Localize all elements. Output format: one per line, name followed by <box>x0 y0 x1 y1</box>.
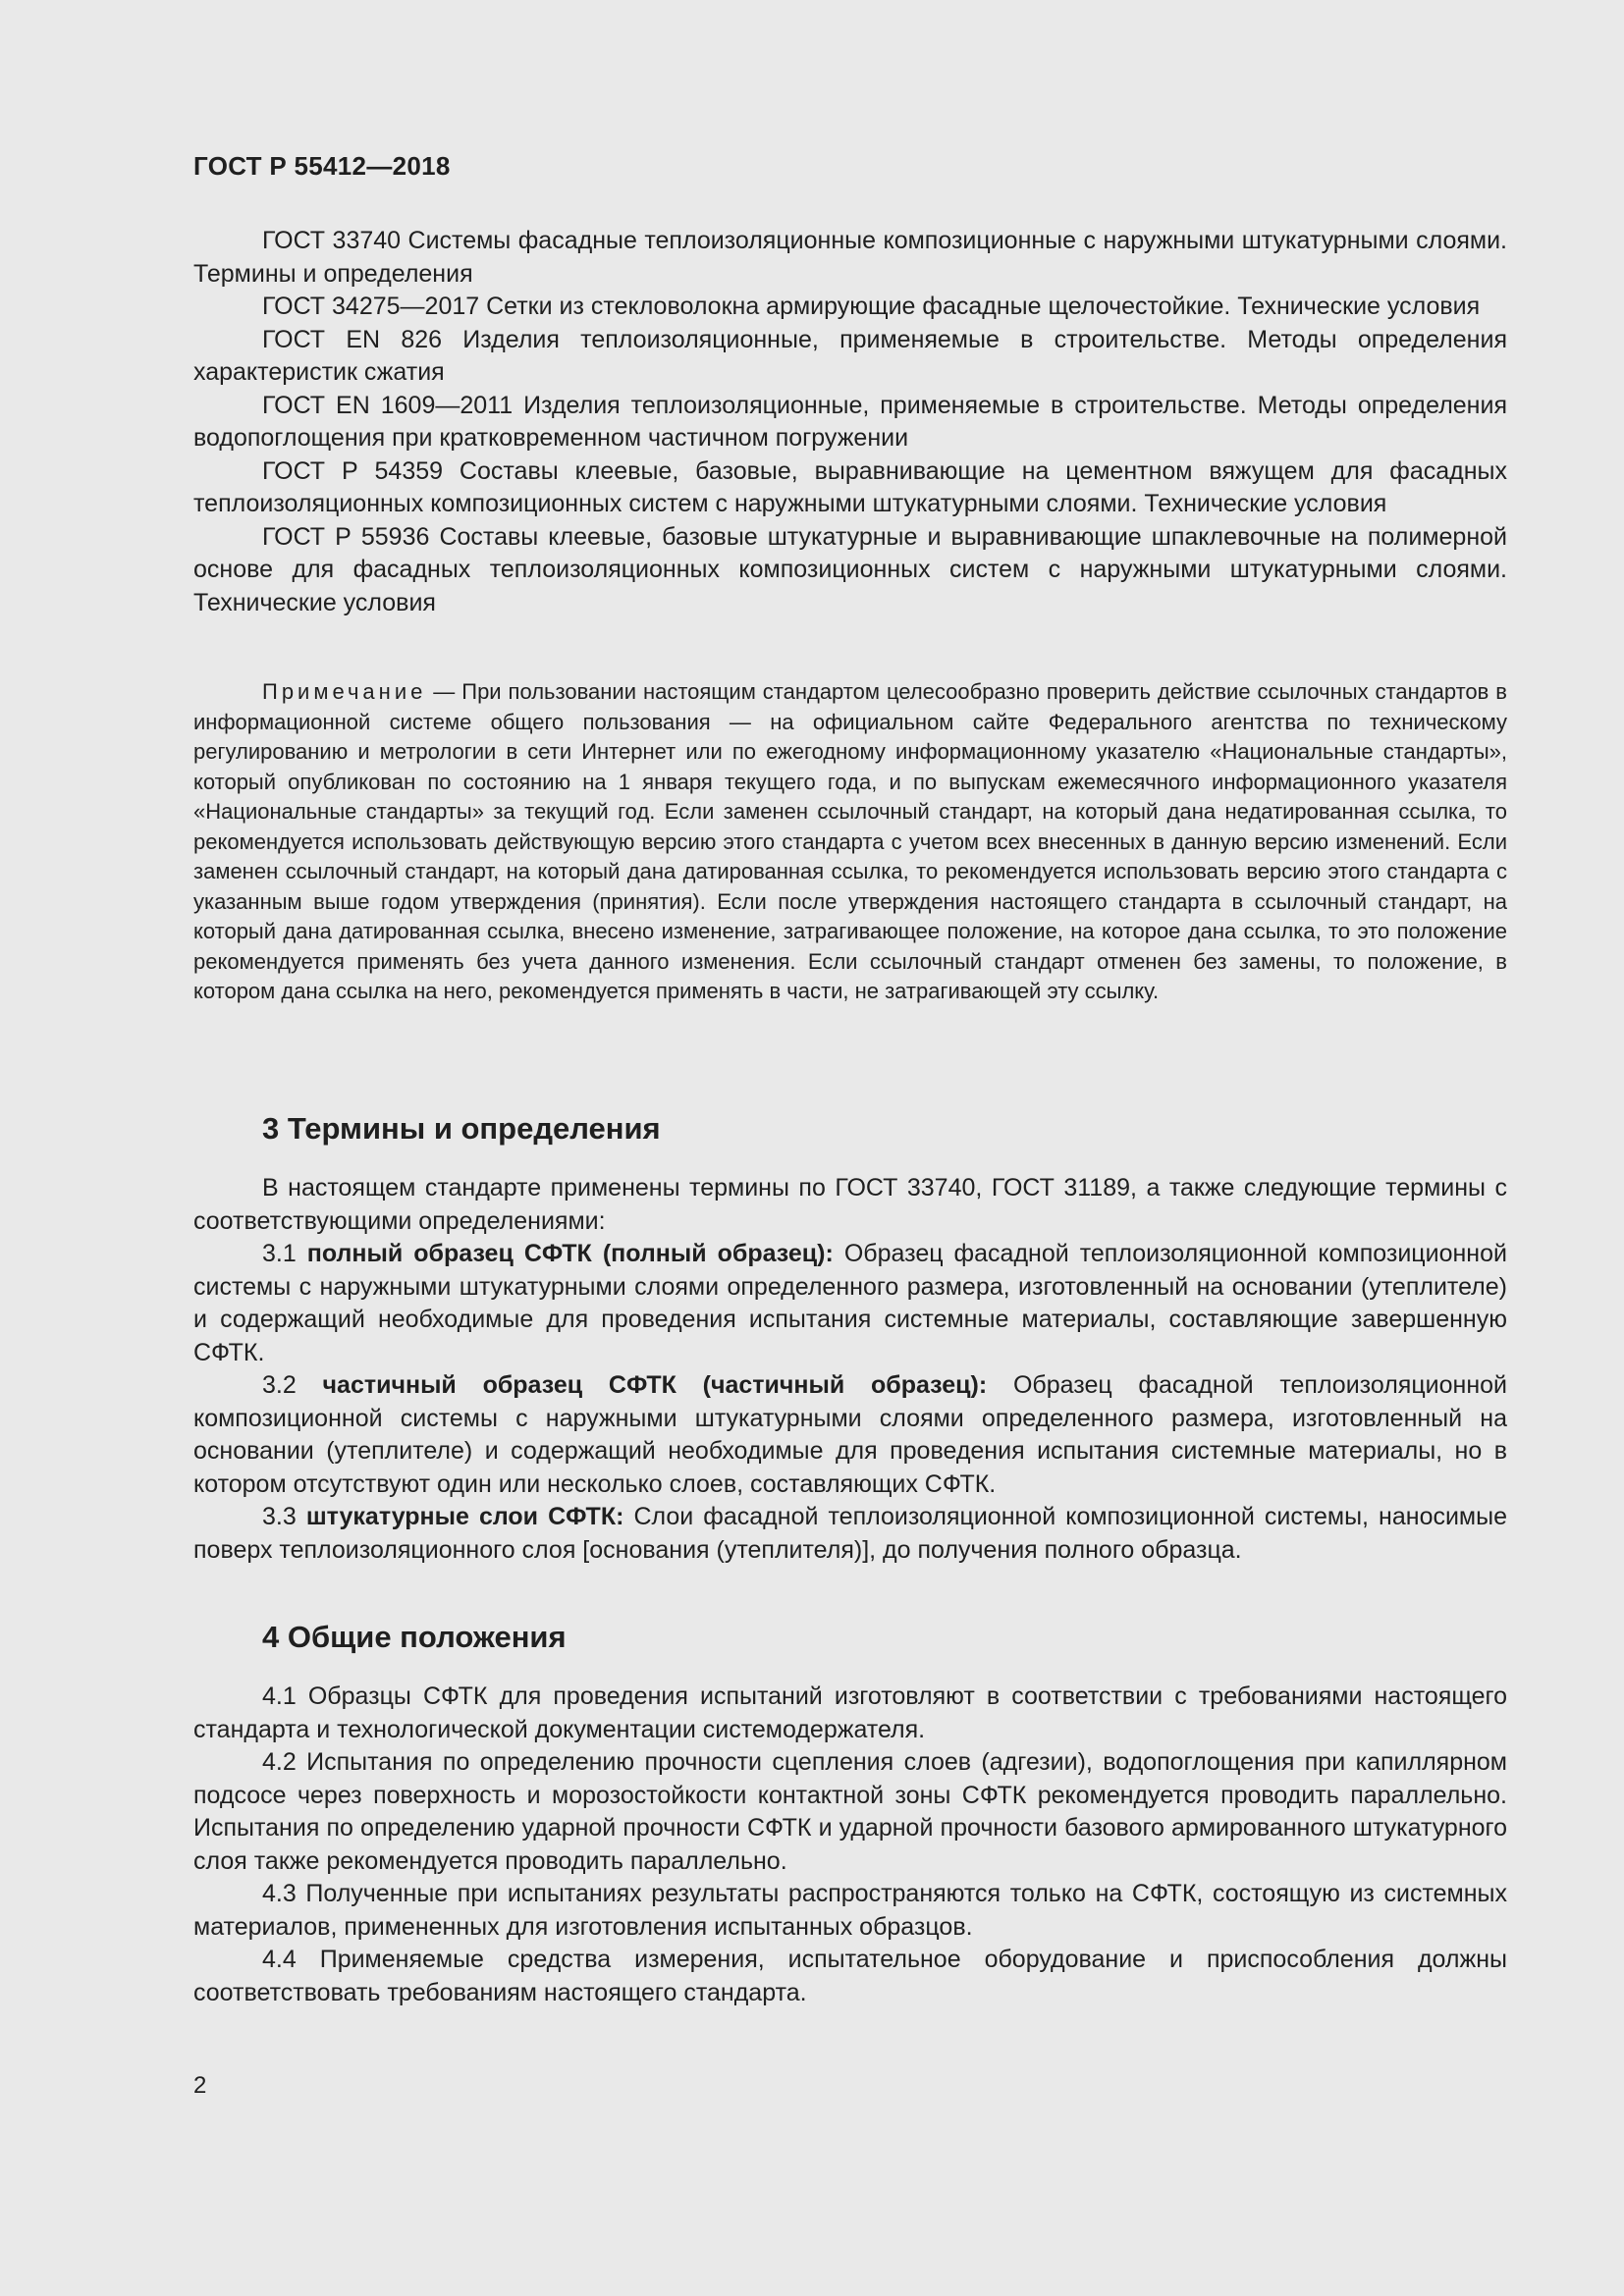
document-header: ГОСТ Р 55412—2018 <box>193 151 451 181</box>
section-heading-general: 4 Общие положения <box>262 1620 567 1654</box>
terms-intro: В настоящем стандарте применены термины по ГОСТ 33740, ГОСТ 31189, а также следующие термины с соответствующими определениями: <box>193 1174 1507 1235</box>
clause-paragraph: 4.2 Испытания по определению прочности сцепления слоев (адгезии), водопоглощения при капиллярном подсосе через поверхность и морозостойкости контактной зоны СФТК рекомендуется проводить параллельно. Испытания по определению ударной прочности СФТК и ударной прочности базового армированного штукатурного слоя также рекомендуется проводить параллельно. <box>193 1748 1507 1875</box>
clause-paragraph: 4.3 Полученные при испытаниях результаты распространяются только на СФТК, состоящую из системных материалов, примененных для изготовления испытанных образцов. <box>193 1880 1507 1941</box>
note-block <box>193 677 1507 1007</box>
section-general <box>193 1616 1507 2009</box>
note-text: — При пользовании настоящим стандартом целесообразно проверить действие ссылочных стандартов в информационной системе общего пользования — на официальном сайте Федерального агентства по техническому регулированию и метрологии в сети Интернет или по ежегодному информационному указателю «Национальные стандарты», который опубликован по состоянию на 1 января текущего года, и по выпускам ежемесячного информационного указателя «Национальные стандарты» за текущий год. Если заменен ссылочный стандарт, на который дана недатированная ссылка, то рекомендуется использовать действующую версию этого стандарта с учетом всех внесенных в данную версию изменений. Если заменен ссылочный стандарт, на который дана датированная ссылка, то рекомендуется использовать версию этого стандарта с указанным выше годом утверждения (принятия). Если после утверждения настоящего стандарта в ссылочный стандарт, на который дана датированная ссылка, внесено изменение, затрагивающее положение, на которое дана ссылка, то это положение рекомендуется применять без учета данного изменения. Если ссылочный стандарт отменен без замены, то положение, в котором дана ссылка на него, рекомендуется применять в части, не затрагивающей эту ссылку. <box>193 679 1507 1003</box>
clause-paragraph: 4.1 Образцы СФТК для проведения испытаний изготовляют в соответствии с требованиями настоящего стандарта и технологической документации системодержателя. <box>193 1682 1507 1743</box>
section-terms <box>193 1107 1507 1567</box>
term-definition <box>193 1501 1507 1567</box>
section-terms-body <box>193 1172 1507 1567</box>
section-general-body <box>193 1681 1507 2009</box>
page-number: 2 <box>193 2072 207 2099</box>
term-name: частичный образец СФТК (частичный образец): <box>322 1371 988 1399</box>
term-number: 3.1 <box>262 1240 307 1267</box>
reference-item: ГОСТ 33740 Системы фасадные теплоизоляционные композиционные с наружными штукатурными слоями. Термины и определения <box>193 227 1507 288</box>
term-number: 3.2 <box>262 1371 323 1399</box>
section-heading-terms: 3 Термины и определения <box>262 1111 661 1146</box>
note-label: Примечание <box>262 679 427 704</box>
reference-item: ГОСТ Р 55936 Составы клеевые, базовые штукатурные и выравнивающие шпаклевочные на полимерной основе для фасадных теплоизоляционных композиционных систем с наружными штукатурными слоями. Технические условия <box>193 522 1507 616</box>
normative-references <box>193 225 1507 619</box>
clause-paragraph: 4.4 Применяемые средства измерения, испытательное оборудование и приспособления должны соответствовать требованиям настоящего стандарта. <box>193 1946 1507 2006</box>
term-definition <box>193 1238 1507 1369</box>
term-text: Слои фасадной теплоизоляционной композиционной системы, наносимые поверх теплоизоляционного слоя [основания (утеплителя)], до получения полного образца. <box>193 1503 1507 1564</box>
term-text: Образец фасадной теплоизоляционной композиционной системы с наружными штукатурными слоями определенного размера, изготовленный на основании (утеплителе) и содержащий необходимые для проведения испытания системные материалы, но в котором отсутствуют один или несколько слоев, составляющих СФТК. <box>193 1371 1508 1498</box>
term-number: 3.3 <box>262 1503 306 1530</box>
reference-item: ГОСТ EN 1609—2011 Изделия теплоизоляционные, применяемые в строительстве. Методы определения водопоглощения при кратковременном частичном погружении <box>193 391 1507 452</box>
reference-item: ГОСТ EN 826 Изделия теплоизоляционные, применяемые в строительстве. Методы определения характеристик сжатия <box>193 325 1507 386</box>
reference-item: ГОСТ Р 54359 Составы клеевые, базовые, выравнивающие на цементном вяжущем для фасадных теплоизоляционных композиционных систем с наружными штукатурными слоями. Технические условия <box>193 456 1507 517</box>
note-paragraph <box>193 677 1507 1007</box>
reference-item: ГОСТ 34275—2017 Сетки из стекловолокна армирующие фасадные щелочестойкие. Технические условия <box>262 293 1481 320</box>
term-text: Образец фасадной теплоизоляционной композиционной системы с наружными штукатурными слоями определенного размера, изготовленный на основании (утеплителе) и содержащий необходимые для проведения испытания системные материалы, составляющие завершенную СФТК. <box>193 1240 1507 1366</box>
term-name: полный образец СФТК (полный образец): <box>306 1240 834 1267</box>
term-definition <box>193 1369 1507 1501</box>
term-name: штукатурные слои СФТК: <box>305 1503 624 1530</box>
